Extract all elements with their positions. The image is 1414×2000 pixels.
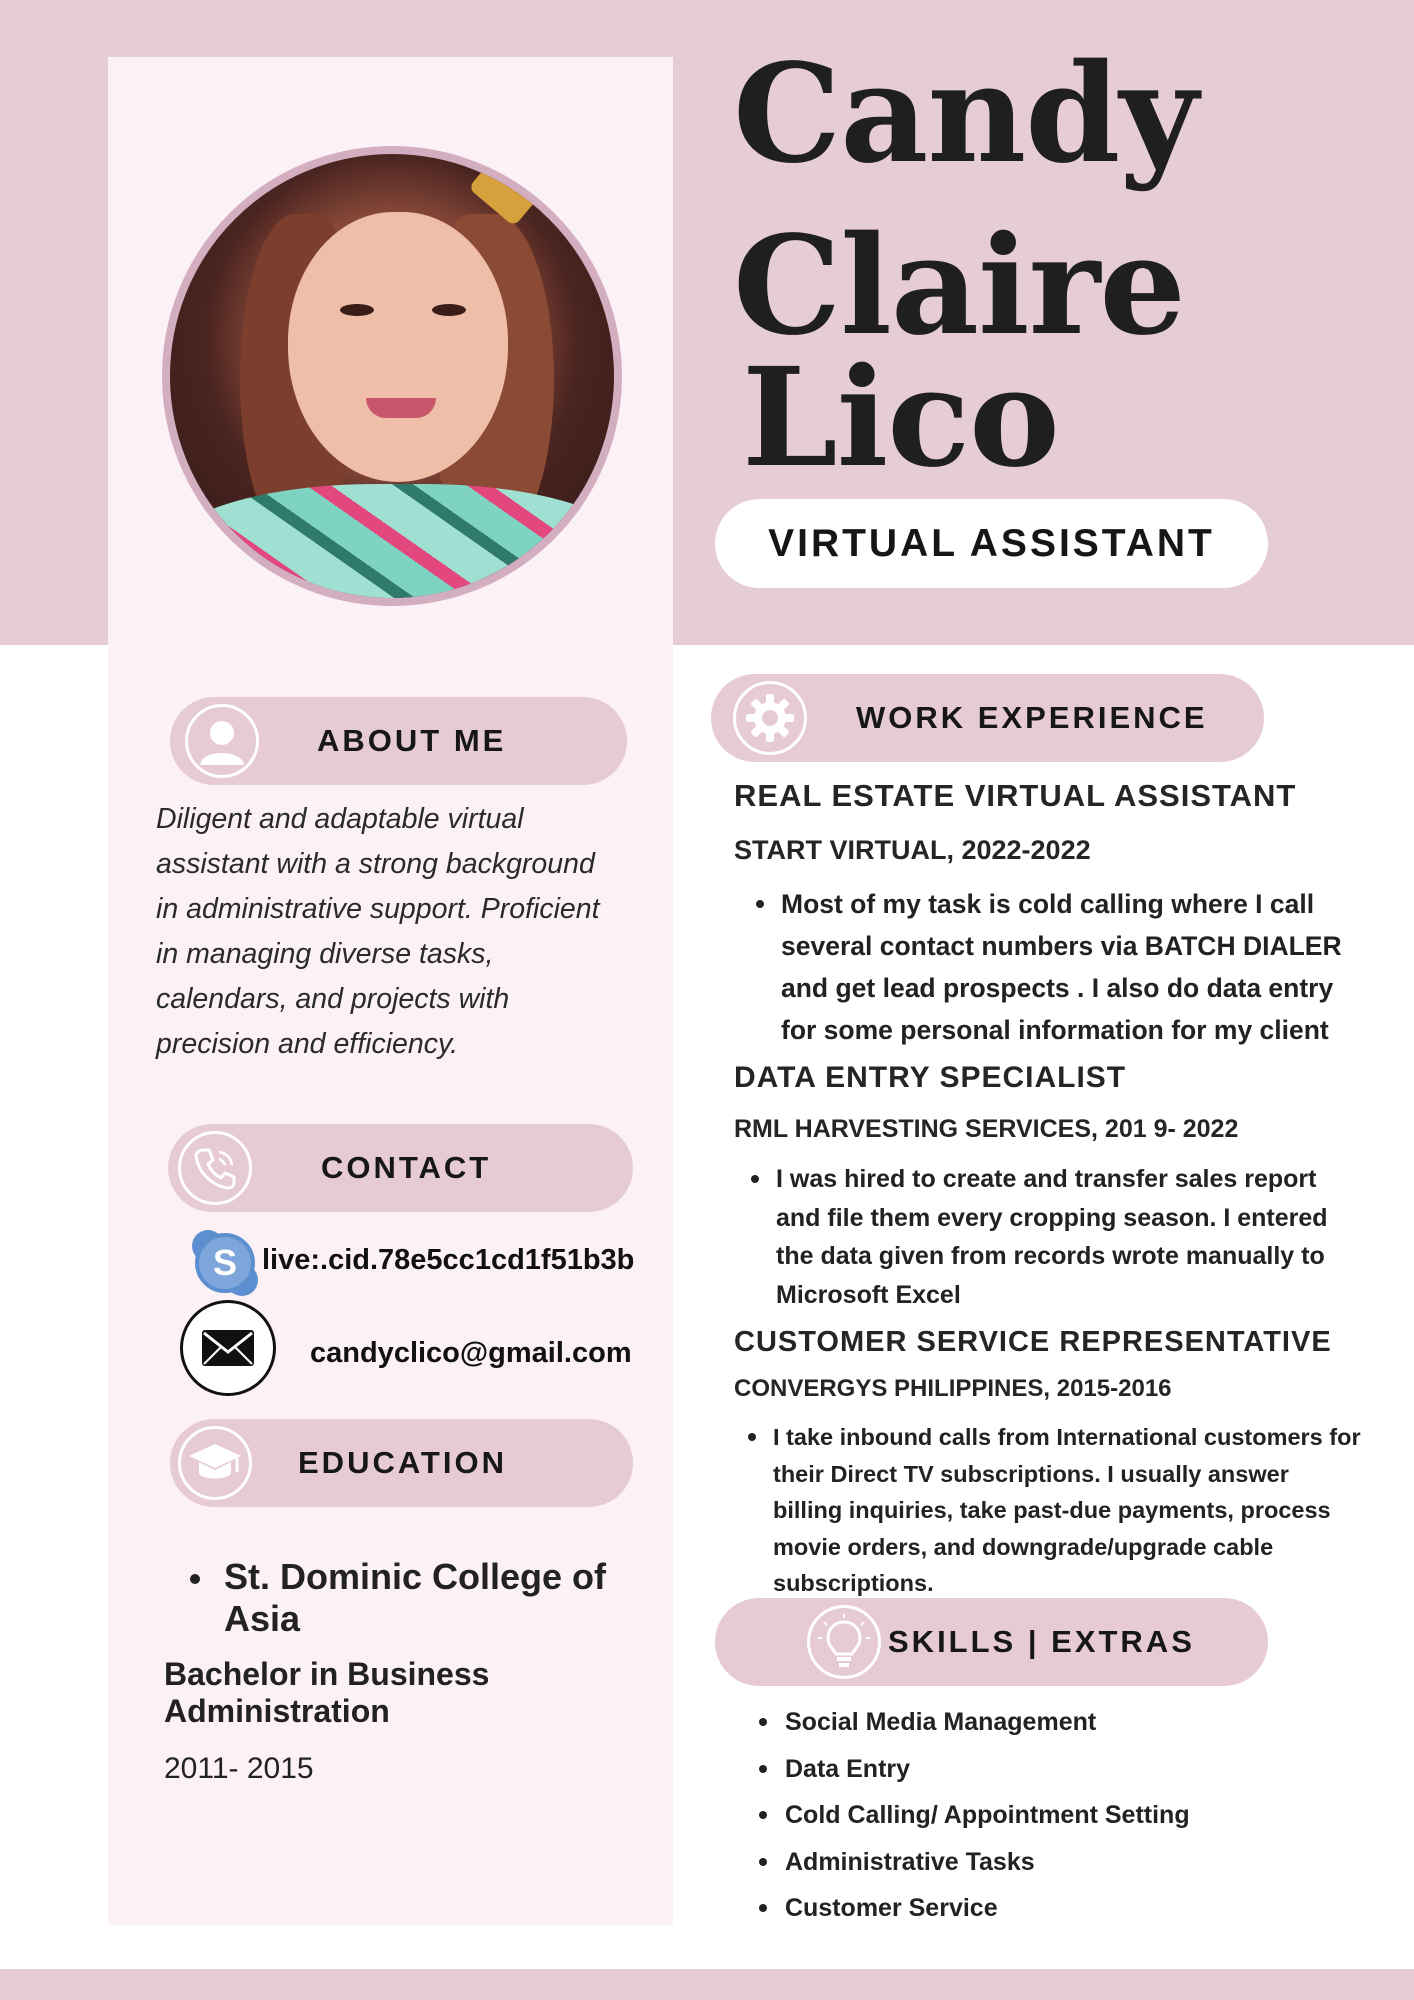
job-title-badge: VIRTUAL ASSISTANT	[715, 499, 1268, 588]
list-item: Social Media Management	[785, 1699, 1190, 1746]
name-middle: Claire	[733, 206, 1185, 366]
education-heading: EDUCATION	[170, 1419, 633, 1507]
job-description: Most of my task is cold calling where I call several contact numbers via BATCH DIALER and get lead prospects . I also do data entry for some personal information for my client	[781, 883, 1366, 1051]
name-first: Candy	[733, 34, 1198, 194]
school-name: St. Dominic College of Asia	[186, 1556, 656, 1640]
about-me-heading: ABOUT ME	[170, 697, 627, 785]
profile-photo	[162, 146, 622, 606]
skills-list	[785, 1699, 1190, 1932]
list-item: Data Entry	[785, 1746, 1190, 1793]
contact-heading: CONTACT	[168, 1124, 633, 1212]
job-company: RML HARVESTING SERVICES, 201 9- 2022	[734, 1115, 1239, 1143]
job-description: I take inbound calls from International customers for their Direct TV subscriptions. I usually answer billing inquiries, take past-due payments, process movie orders, and downgrade/upgrade cable subscriptions.	[773, 1419, 1363, 1602]
phone-icon	[178, 1131, 252, 1205]
about-me-text: Diligent and adaptable virtual assistant with a strong background in administrative support. Proficient in managing diverse tasks, calendars, and projects with precision and efficiency.	[156, 803, 600, 1060]
work-experience-heading: WORK EXPERIENCE	[711, 674, 1264, 762]
job-title: DATA ENTRY SPECIALIST	[734, 1061, 1127, 1094]
job-company: START VIRTUAL, 2022-2022	[734, 835, 1091, 865]
list-item: Cold Calling/ Appointment Setting	[785, 1792, 1190, 1839]
lightbulb-icon	[807, 1605, 881, 1679]
job-description: I was hired to create and transfer sales report and file them every cropping season. I entered the data given from records wrote manually to Microsoft Excel	[776, 1160, 1366, 1314]
job-company: CONVERGYS PHILIPPINES, 2015-2016	[734, 1375, 1172, 1402]
degree: Bachelor in Business Administration	[164, 1656, 490, 1729]
list-item: Administrative Tasks	[785, 1839, 1190, 1886]
skype-icon	[190, 1228, 260, 1298]
graduation-cap-icon	[178, 1426, 252, 1500]
email-link[interactable]: candyclico@gmail.com	[310, 1337, 632, 1369]
svg-text:S: S	[212, 1242, 238, 1283]
list-item: Customer Service	[785, 1885, 1190, 1932]
education-list	[186, 1556, 656, 1640]
job-title: REAL ESTATE VIRTUAL ASSISTANT	[734, 778, 1297, 813]
gear-icon	[733, 681, 807, 755]
user-icon	[185, 704, 259, 778]
name-last: Lico	[742, 338, 1059, 498]
footer-band	[0, 1969, 1414, 2000]
skills-heading: SKILLS | EXTRAS	[715, 1598, 1268, 1686]
skype-id[interactable]: live:.cid.78e5cc1cd1f51b3b	[262, 1244, 635, 1276]
education-years: 2011- 2015	[164, 1752, 314, 1785]
job-title: CUSTOMER SERVICE REPRESENTATIVE	[734, 1326, 1332, 1358]
mail-icon	[180, 1300, 276, 1396]
